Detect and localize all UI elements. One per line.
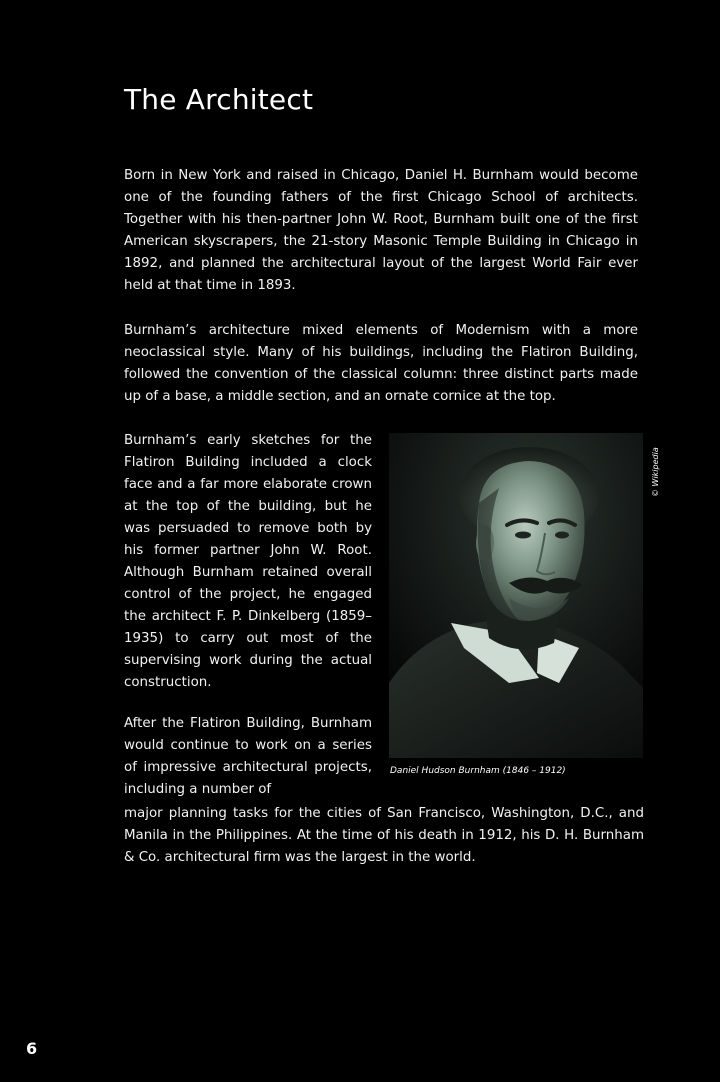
intro-paragraph: Born in New York and raised in Chicago, Daniel H. Burnham would become one of the founding fathers of the first Chicago School of architects. Together with his then-partner John W. Root, Burnham built one of the first American skyscrapers, the 21-story Masonic Temple Building in Chicago in 1892, and planned the architectural layout of the largest World Fair ever held at that time in 1893. <box>124 168 638 293</box>
burnham-portrait-photo <box>389 433 643 758</box>
later-work-paragraph-start: After the Flatiron Building, Burnham would continue to work on a series of impressive architectural projects, including a number of <box>124 716 372 797</box>
image-credit: © Wikipedia <box>651 447 660 497</box>
page-number: 6 <box>26 1039 38 1058</box>
style-paragraph: Burnham’s architecture mixed elements of Modernism with a more neoclassical style. Many of his buildings, including the Flatiron Building, followed the convention of the classical column: three distinct parts made up of a base, a middle section, and an ornate cornice at the top. <box>124 323 638 404</box>
portrait-caption: Daniel Hudson Burnham (1846 – 1912) <box>390 766 566 776</box>
page-title: The Architect <box>124 83 314 116</box>
later-work-paragraph-end: major planning tasks for the cities of San Francisco, Washington, D.C., and Manila in the Philippines. At the time of his death in 1912, his D. H. Burnham & Co. architectural firm was the largest in the world. <box>124 806 644 865</box>
sketches-paragraph: Burnham’s early sketches for the Flatiron Building included a clock face and a far more elaborate crown at the top of the building, but he was persuaded to remove both by his former partner John W. Root. Although Burnham retained overall control of the project, he engaged the architect F. P. Dinkelberg (1859–1935) to carry out most of the supervising work during the actual construction. <box>124 433 372 690</box>
